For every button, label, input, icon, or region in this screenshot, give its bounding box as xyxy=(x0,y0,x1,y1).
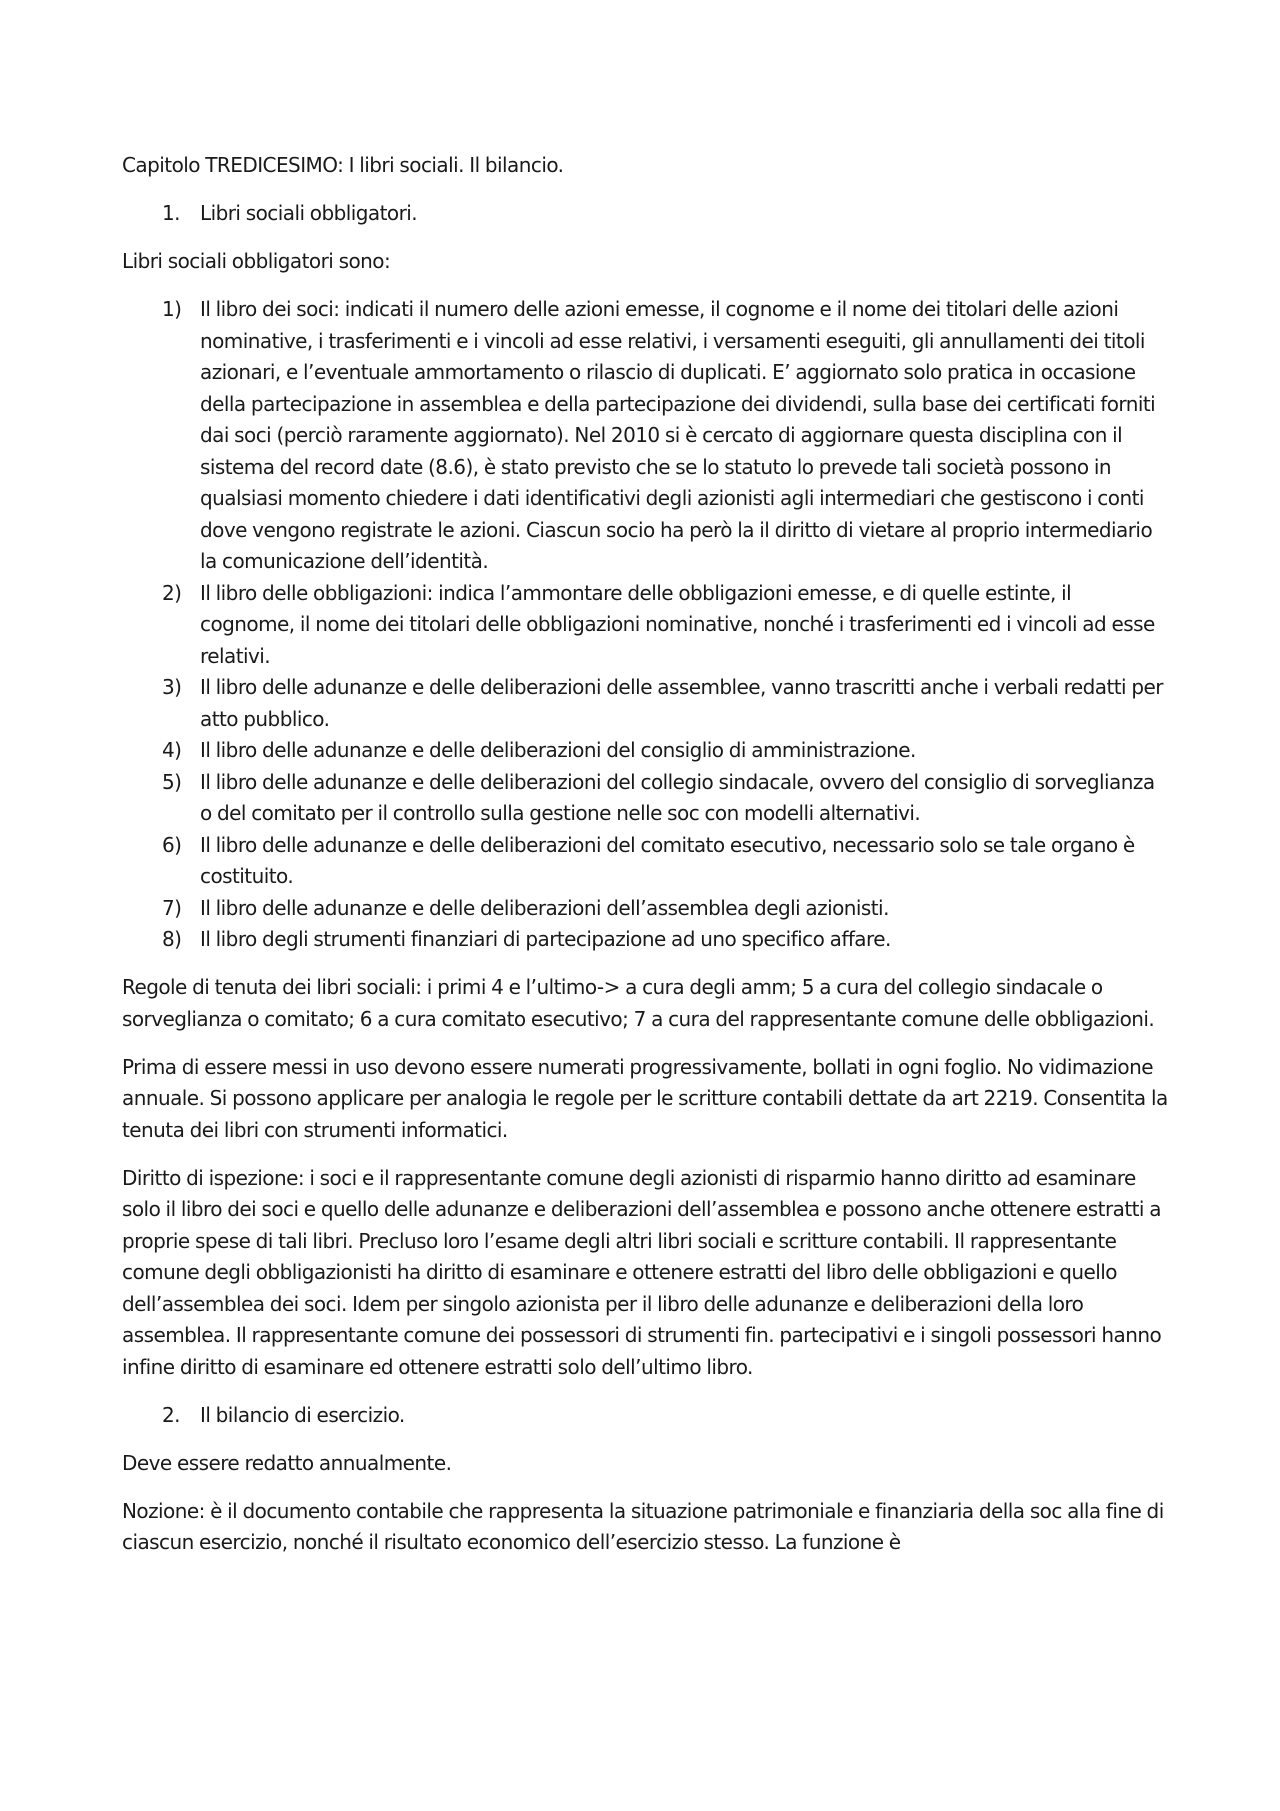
list-item-text: Il libro delle adunanze e delle deliberazioni del comitato esecutivo, necessario solo se tale organo è costituito. xyxy=(200,832,1135,888)
list-marker: 3) xyxy=(162,675,182,699)
list-item xyxy=(122,578,1170,673)
list-marker: 2) xyxy=(162,580,182,605)
list-item-text: Il libro delle adunanze e delle deliberazioni del collegio sindacale, ovvero del consiglio di sorveglianza o del comitato per il controllo sulla gestione nelle soc con modelli alternativi. xyxy=(200,769,1155,825)
chapter-title: Capitolo TREDICESIMO: I libri sociali. Il bilancio. xyxy=(122,153,564,177)
list-item xyxy=(122,672,1170,735)
list-marker: 6) xyxy=(162,832,182,857)
section-number: 2. xyxy=(162,1402,180,1427)
list-marker: 8) xyxy=(162,927,182,951)
section-heading-libri-sociali xyxy=(122,198,1170,230)
books-list xyxy=(122,294,1170,956)
list-marker: 7) xyxy=(162,895,182,920)
list-item xyxy=(122,924,1170,956)
rules-paragraph: Regole di tenuta dei libri sociali: i primi 4 e l’ultimo-> a cura degli amm; 5 a cura del collegio sindacale o sorveglianza o comitato; 6 a cura comitato esecutivo; 7 a cura del rappresentante comune delle obbligazioni. xyxy=(122,975,1155,1031)
list-item-text: Il libro delle adunanze e delle deliberazioni del consiglio di amministrazione. xyxy=(200,738,916,762)
list-item xyxy=(122,767,1170,830)
list-item xyxy=(122,893,1170,925)
list-item-text: Il libro delle adunanze e delle deliberazioni dell’assemblea degli azionisti. xyxy=(200,895,889,920)
list-marker: 1) xyxy=(162,297,182,321)
section-heading-bilancio xyxy=(122,1400,1170,1432)
intro-paragraph: Libri sociali obbligatori sono: xyxy=(122,249,391,273)
notion-paragraph: Nozione: è il documento contabile che rappresenta la situazione patrimoniale e finanziaria della soc alla fine di ciascun esercizio, nonché il risultato economico dell’esercizio stesso. La funzione è xyxy=(122,1498,1164,1554)
inspection-paragraph: Diritto di ispezione: i soci e il rappresentante comune degli azionisti di risparmio hanno diritto ad esaminare solo il libro dei soci e quello delle adunanze e deliberazioni dell’assemblea e possono anche ottenere estratti a proprie spese di tali libri. Precluso loro l’esame degli altri libri sociali e scritture contabili. Il rappresentante comune degli obbligazionisti ha diritto di esaminare e ottenere estratti del libro delle obbligazioni e quello dell’assemblea dei soci. Idem per singolo azionista per il libro delle adunanze e deliberazioni della loro assemblea. Il rappresentante comune dei possessori di strumenti fin. partecipativi e i singoli possessori hanno infine diritto di esaminare ed ottenere estratti solo dell’ultimo libro. xyxy=(122,1165,1162,1379)
list-marker: 4) xyxy=(162,738,182,762)
numbering-paragraph: Prima di essere messi in uso devono essere numerati progressivamente, bollati in ogni foglio. No vidimazione annuale. Si possono applicare per analogia le regole per le scritture contabili dettate da art 2219. Consentita la tenuta dei libri con strumenti informatici. xyxy=(122,1054,1168,1142)
list-marker: 5) xyxy=(162,769,182,794)
list-item-text: Il libro delle obbligazioni: indica l’ammontare delle obbligazioni emesse, e di quelle estinte, il cognome, il nome dei titolari delle obbligazioni nominative, nonché i trasferimenti ed i vincoli ad esse relativi. xyxy=(200,580,1155,668)
list-item xyxy=(122,294,1170,578)
annual-paragraph: Deve essere redatto annualmente. xyxy=(122,1450,452,1475)
section-number: 1. xyxy=(162,201,180,225)
list-item-text: Il libro delle adunanze e delle deliberazioni delle assemblee, vanno trascritti anche i verbali redatti per atto pubblico. xyxy=(200,675,1163,731)
list-item-text: Il libro degli strumenti finanziari di partecipazione ad uno specifico affare. xyxy=(200,927,891,951)
section-title: Libri sociali obbligatori. xyxy=(200,201,418,225)
list-item xyxy=(122,830,1170,893)
document-body xyxy=(122,150,1170,1575)
list-item xyxy=(122,735,1170,767)
list-item-text: Il libro dei soci: indicati il numero delle azioni emesse, il cognome e il nome dei titolari delle azioni nominative, i trasferimenti e i vincoli ad esse relativi, i versamenti eseguiti, gli annullamenti dei titoli azionari, e l’eventuale ammortamento o rilascio di duplicati. E’ aggiornato solo pratica in occasione della partecipazione in assemblea e della partecipazione dei dividendi, sulla base dei certificati forniti dai soci (perciò raramente aggiornato). Nel 2010 si è cercato di aggiornare questa disciplina con il sistema del record date (8.6), è stato previsto che se lo statuto lo prevede tali società possono in qualsiasi momento chiedere i dati identificativi degli azionisti agli intermediari che gestiscono i conti dove vengono registrate le azioni. Ciascun socio ha però la il diritto di vietare al proprio intermediario la comunicazione dell’identità. xyxy=(200,297,1156,573)
section-title: Il bilancio di esercizio. xyxy=(200,1402,405,1427)
